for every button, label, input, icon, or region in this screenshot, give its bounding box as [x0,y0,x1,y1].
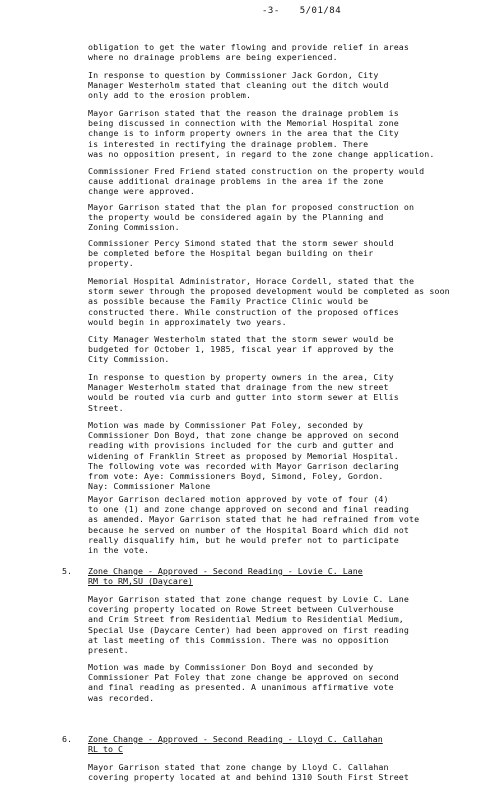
paragraph: obligation to get the water flowing and provide relief in areas where no drainage problems are being experienced. [88,42,409,63]
page-number: -3- [262,6,280,16]
paragraph: Commissioner Fred Friend stated construction on the property would cause additional drainage problems in the area if the zone change were approved. [88,166,425,197]
paragraph: In response to question by property owners in the area, City Manager Westerholm stated that drainage from the new street would be routed via curb and gutter into storm sewer at Ellis Street. [88,372,399,413]
paragraph: Motion was made by Commissioner Pat Foley, seconded by Commissioner Don Boyd, that zone change be approved on second reading with provisions included for the curb and gutter and widening of Franklin Street as proposed by Memorial Hospital. The following vote was recorded with Mayor Garrison declaring from vote: Aye: Commissioners Boyd, Simond, Foley, Gordon. Nay: Commissioner Malone [88,420,399,492]
paragraph: City Manager Westerholm stated that the storm sewer would be budgeted for October 1, 1985, fiscal year if approved by the City Commission. [88,334,394,365]
item-title [88,566,363,586]
paragraph: Mayor Garrison stated that the plan for proposed construction on the property would be considered again by the Planning and Zoning Commission. [88,202,415,233]
paragraph: Mayor Garrison stated that zone change by Lloyd C. Callahan covering property located at and behind 1310 South First Street [88,762,409,783]
paragraph: In response to question by Commissioner Jack Gordon, City Manager Westerholm stated that cleaning out the ditch would only add to the erosion problem. [88,70,389,101]
paragraph: Mayor Garrison stated that zone change request by Lovie C. Lane covering property located on Rowe Street between Culverhouse and Crim Street from Residential Medium to Residential Medium, Special Use (Daycare Center) had been approved on first reading at last meeting of this Commission. There was no opposition present. [88,594,409,656]
item-title [88,734,383,754]
item-title-line: Zone Change - Approved - Second Reading - Lovie C. Lane [88,566,363,576]
paragraph: Memorial Hospital Administrator, Horace Cordell, stated that the storm sewer through the proposed development would be completed as soon as possible because the Family Practice Clinic would be constructed there. While construction of the proposed offices would begin in approximately two years. [88,276,450,327]
item-number: 6. [62,734,72,744]
item-number: 5. [62,566,72,576]
item-title-line: Zone Change - Approved - Second Reading - Lloyd C. Callahan [88,734,383,744]
page-date: 5/01/84 [299,6,342,16]
paragraph: Mayor Garrison declared motion approved by vote of four (4) to one (1) and zone change approved on second and final reading as amended. Mayor Garrison stated that he had refrained from vote because he served on number of the Hospital Board which did not really disqualify him, but he would prefer not to participate in the vote. [88,494,420,556]
paragraph: Mayor Garrison stated that the reason the drainage problem is being discussed in connection with the Memorial Hospital zone change is to inform property owners in the area that the City is interested in rectifying the drainage problem. There was no opposition present, in regard to the zone change application. [88,108,435,159]
item-title-line: RM to RM,SU (Daycare) [88,576,193,587]
paragraph: Commissioner Percy Simond stated that the storm sewer should be completed before the Hospital began building on their property. [88,238,394,269]
paragraph: Motion was made by Commissioner Don Boyd and seconded by Commissioner Pat Foley that zone change be approved on second and final reading as presented. A unanimous affirmative vote was recorded. [88,662,399,703]
item-title-line: RL to C [88,744,123,755]
page-header [262,6,341,16]
